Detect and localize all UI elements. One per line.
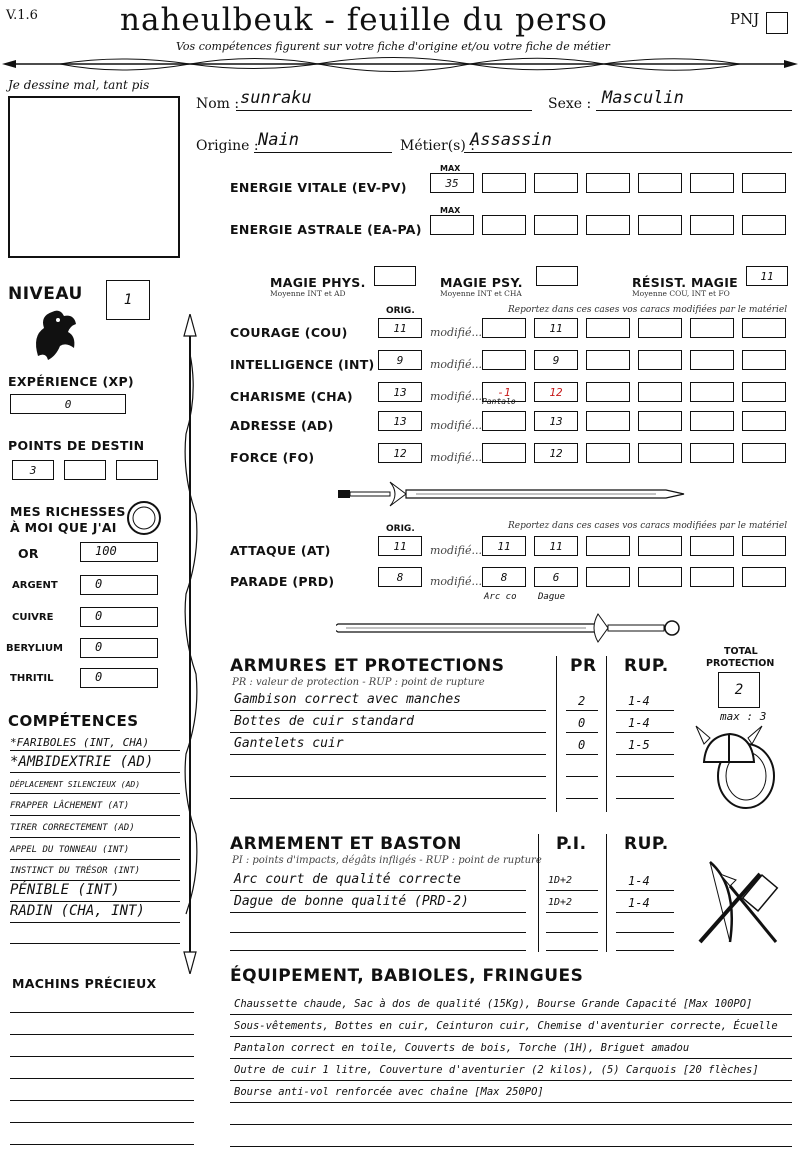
armure-pr[interactable]: 0 [578,738,586,752]
combat-mod-box[interactable]: 8 [482,567,526,587]
ea-max-label: MAX [440,206,461,215]
competence-item: FRAPPER LÂCHEMENT (AT) [10,801,130,811]
carac-mod-box[interactable] [586,443,630,463]
combat-mod-box[interactable]: 11 [482,536,526,556]
cuivre-box[interactable]: 0 [80,607,158,627]
coin-icon [126,500,162,536]
destin-box-1[interactable]: 3 [12,460,54,480]
ev-max-box[interactable]: 35 [430,173,474,193]
spear-icon [180,314,200,974]
combat-mod-box[interactable]: 11 [534,536,578,556]
xp-box[interactable]: 0 [10,394,126,414]
combat-mod-box[interactable] [586,536,630,556]
competence-item: INSTINCT DU TRÉSOR (INT) [10,866,141,876]
ev-box[interactable] [638,173,682,193]
origine-value[interactable]: Nain [258,130,299,150]
combat-mod-box[interactable] [690,567,734,587]
magie-phys-label: MAGIE PHYS. [270,275,366,290]
carac-mod-box[interactable] [482,443,526,463]
courage-label: COURAGE (COU) [230,325,348,340]
equipement-line[interactable]: Outre de cuir 1 litre, Couverture d'aventurier (2 kilos), (5) Carquois [20 flèches] [234,1064,759,1076]
ev-max-label: MAX [440,164,461,173]
ev-box[interactable] [742,173,786,193]
equipement-line[interactable]: Chaussette chaude, Sac à dos de qualité (15Kg), Bourse Grande Capacité [Max 100PO] [234,998,753,1010]
arme-pi[interactable]: 1D+2 [548,897,573,908]
carac-mod-box[interactable] [638,411,682,431]
resist-magie-note: Moyenne COU, INT et FO [632,289,730,298]
modifie-label: modifié... [430,451,482,464]
carac-mod-box[interactable]: 13 [534,411,578,431]
carac-mod-box[interactable] [638,350,682,370]
dragon-icon [30,306,80,362]
carac-mod-box[interactable] [690,350,734,370]
arme-pi[interactable]: 1D+2 [548,875,573,886]
portrait-label: Je dessine mal, tant pis [8,78,150,92]
pnj-checkbox[interactable] [766,12,788,34]
ea-label: ENERGIE ASTRALE (EA-PA) [230,222,422,237]
caracs-note: Reportez dans ces cases vos caracs modifiées par le matériel [508,305,788,315]
armure-rup[interactable]: 1-4 [628,694,650,708]
destin-box-2[interactable] [64,460,106,480]
combat-mod-box[interactable]: 6 [534,567,578,587]
weapons-icon [690,856,786,952]
carac-mod-box[interactable] [638,318,682,338]
armure-rup[interactable]: 1-5 [628,738,650,752]
competence-item: PÉNIBLE (INT) [10,882,120,898]
carac-mod-box[interactable] [742,443,786,463]
competence-item: TIRER CORRECTEMENT (AD) [10,823,135,833]
armure-pr[interactable]: 0 [578,716,586,730]
carac-mod-box[interactable] [742,318,786,338]
carac-mod-box[interactable] [690,382,734,402]
sexe-label: Sexe : [548,96,592,112]
carac-mod-box[interactable] [638,443,682,463]
equipement-line[interactable]: Bourse anti-vol renforcée avec chaîne [Max 250PO] [234,1086,544,1098]
modifie-label: modifié... [430,419,482,432]
berylium-label: BERYLIUM [6,643,64,654]
carac-mod-box[interactable]: 11 [534,318,578,338]
parade-label: PARADE (PRD) [230,574,335,589]
argent-label: ARGENT [12,580,58,591]
carac-mod-box[interactable] [586,411,630,431]
competence-item: *AMBIDEXTRIE (AD) [10,754,154,770]
pnj-label: PNJ [730,10,760,28]
carac-mod-box[interactable] [742,411,786,431]
ea-box[interactable] [482,215,526,235]
ea-box[interactable] [534,215,578,235]
destin-label: POINTS DE DESTIN [8,438,145,453]
metier-value[interactable]: Assassin [470,130,552,150]
armement-title: ARMEMENT ET BASTON [230,834,462,854]
armures-pr-header: PR [570,656,597,676]
nom-value[interactable]: sunraku [240,88,312,108]
machins-label: MACHINS PRÉCIEUX [12,976,157,991]
version-label: V.1.6 [6,8,38,23]
carac-mod-box[interactable] [742,382,786,402]
force-label: FORCE (FO) [230,450,315,465]
ea-box[interactable] [638,215,682,235]
carac-mod-box[interactable] [742,350,786,370]
total-label-1: TOTAL [724,646,758,657]
armement-rup-header: RUP. [624,834,669,854]
carac-mod-box[interactable]: 12 [534,443,578,463]
modifie-label: modifié... [430,575,482,588]
equipement-line[interactable]: Pantalon correct en toile, Couverts de bois, Torche (1H), Briguet amadou [234,1042,690,1054]
modifie-label: modifié... [430,544,482,557]
xp-label: EXPÉRIENCE (XP) [8,374,134,389]
or-box[interactable]: 100 [80,542,158,562]
magie-phys-note: Moyenne INT et AD [270,289,346,298]
charisme-label: CHARISME (CHA) [230,389,353,404]
modifie-label: modifié... [430,390,482,403]
courage-orig-box[interactable]: 11 [378,318,422,338]
armure-pr[interactable]: 2 [578,694,586,708]
magie-psy-box[interactable] [536,266,578,286]
sheet-title: naheulbeuk - feuille du perso [120,2,608,38]
carac-mod-box[interactable] [690,411,734,431]
competence-item: RADIN (CHA, INT) [10,903,145,919]
dague-note: Dague [538,592,566,602]
total-protection-box[interactable]: 2 [718,672,760,708]
nom-label: Nom : [196,96,240,112]
magie-phys-box[interactable] [374,266,416,286]
ev-box[interactable] [534,173,578,193]
carac-mod-box[interactable] [638,382,682,402]
sexe-value[interactable]: Masculin [602,88,684,108]
combat-orig-label: ORIG. [386,524,415,534]
caracs-orig-label: ORIG. [386,306,415,316]
combat-mod-box[interactable] [638,567,682,587]
richesses-label-2: À MOI QUE J'AI [10,520,117,535]
armures-rup-header: RUP. [624,656,669,676]
armure-name[interactable]: Gantelets cuir [234,736,344,751]
combat-mod-box[interactable] [586,567,630,587]
carac-mod-box[interactable] [586,318,630,338]
sheet-subtitle: Vos compétences figurent sur votre fiche d'origine et/ou votre fiche de métier [176,40,610,53]
max-protection: max : 3 [720,710,767,723]
carac-mod-box[interactable] [586,382,630,402]
metier-label: Métier(s) : [400,138,475,154]
ea-box[interactable] [690,215,734,235]
ev-box[interactable] [482,173,526,193]
cuivre-label: CUIVRE [12,612,54,623]
resist-magie-box[interactable]: 11 [746,266,788,286]
ev-box[interactable] [690,173,734,193]
arme-name[interactable]: Arc court de qualité correcte [234,872,461,887]
competence-item: *FARIBOLES (INT, CHA) [10,736,150,749]
carac-mod-box[interactable] [482,350,526,370]
adresse-label: ADRESSE (AD) [230,418,334,433]
armement-legend: PI : points d'impacts, dégâts infligés - RUP : point de rupture [232,855,542,866]
header-ornament-icon [0,52,800,78]
parade-orig-box[interactable]: 8 [378,567,422,587]
armement-pi-header: P.I. [556,834,587,854]
carac-mod-box[interactable] [690,318,734,338]
magie-psy-label: MAGIE PSY. [440,275,523,290]
arme-rup[interactable]: 1-4 [628,896,650,910]
carac-mod-box[interactable] [482,411,526,431]
carac-mod-box[interactable]: -1 [482,382,526,402]
combat-mod-box[interactable] [638,536,682,556]
or-label: OR [18,546,39,561]
intelligence-orig-box[interactable]: 9 [378,350,422,370]
total-label-2: PROTECTION [706,658,775,669]
ea-box[interactable] [742,215,786,235]
attaque-orig-box[interactable]: 11 [378,536,422,556]
charisme-orig-box[interactable]: 13 [378,382,422,402]
modifie-label: modifié... [430,358,482,371]
combat-mod-box[interactable] [742,536,786,556]
carac-mod-box[interactable] [586,350,630,370]
origine-label: Origine : [196,138,259,154]
competence-item: DÉPLACEMENT SILENCIEUX (AD) [10,780,141,789]
resist-magie-label: RÉSIST. MAGIE [632,275,739,290]
niveau-box[interactable]: 1 [106,280,150,320]
competence-item: APPEL DU TONNEAU (INT) [10,845,130,855]
arme-name[interactable]: Dague de bonne qualité (PRD-2) [234,894,469,909]
argent-box[interactable]: 0 [80,575,158,595]
portrait-box[interactable] [8,96,180,258]
richesses-label-1: MES RICHESSES [10,504,126,519]
combat-mod-box[interactable] [690,536,734,556]
carac-mod-box[interactable] [690,443,734,463]
combat-mod-box[interactable] [742,567,786,587]
magie-psy-note: Moyenne INT et CHA [440,289,522,298]
carac-mod-box[interactable]: 12 [534,382,578,402]
berylium-box[interactable]: 0 [80,638,158,658]
sword-icon [336,474,686,514]
sword-icon [336,608,686,648]
armures-title: ARMURES ET PROTECTIONS [230,656,505,676]
competences-label: COMPÉTENCES [8,712,139,730]
armures-legend: PR : valeur de protection - RUP : point de rupture [232,677,485,688]
armure-rup[interactable]: 1-4 [628,716,650,730]
cha-note: Pantalo [482,397,516,406]
attaque-label: ATTAQUE (AT) [230,543,331,558]
arme-rup[interactable]: 1-4 [628,874,650,888]
helmet-shield-icon [694,722,778,812]
intelligence-label: INTELLIGENCE (INT) [230,357,375,372]
destin-box-3[interactable] [116,460,158,480]
armure-name[interactable]: Gambison correct avec manches [234,692,461,707]
arc-note: Arc co [484,592,517,602]
equipement-title: ÉQUIPEMENT, BABIOLES, FRINGUES [230,966,584,986]
modifie-label: modifié... [430,326,482,339]
thritil-box[interactable]: 0 [80,668,158,688]
ea-max-box[interactable] [430,215,474,235]
equipement-line[interactable]: Sous-vêtements, Bottes en cuir, Ceinturon cuir, Chemise d'aventurier correcte, Écuelle [234,1020,778,1032]
thritil-label: THRITIL [10,673,54,684]
ev-box[interactable] [586,173,630,193]
carac-mod-box[interactable] [482,318,526,338]
adresse-orig-box[interactable]: 13 [378,411,422,431]
carac-mod-box[interactable]: 9 [534,350,578,370]
ea-box[interactable] [586,215,630,235]
combat-note: Reportez dans ces cases vos caracs modifiées par le matériel [508,521,788,531]
ev-label: ENERGIE VITALE (EV-PV) [230,180,407,195]
force-orig-box[interactable]: 12 [378,443,422,463]
niveau-label: NIVEAU [8,284,83,304]
armure-name[interactable]: Bottes de cuir standard [234,714,415,729]
